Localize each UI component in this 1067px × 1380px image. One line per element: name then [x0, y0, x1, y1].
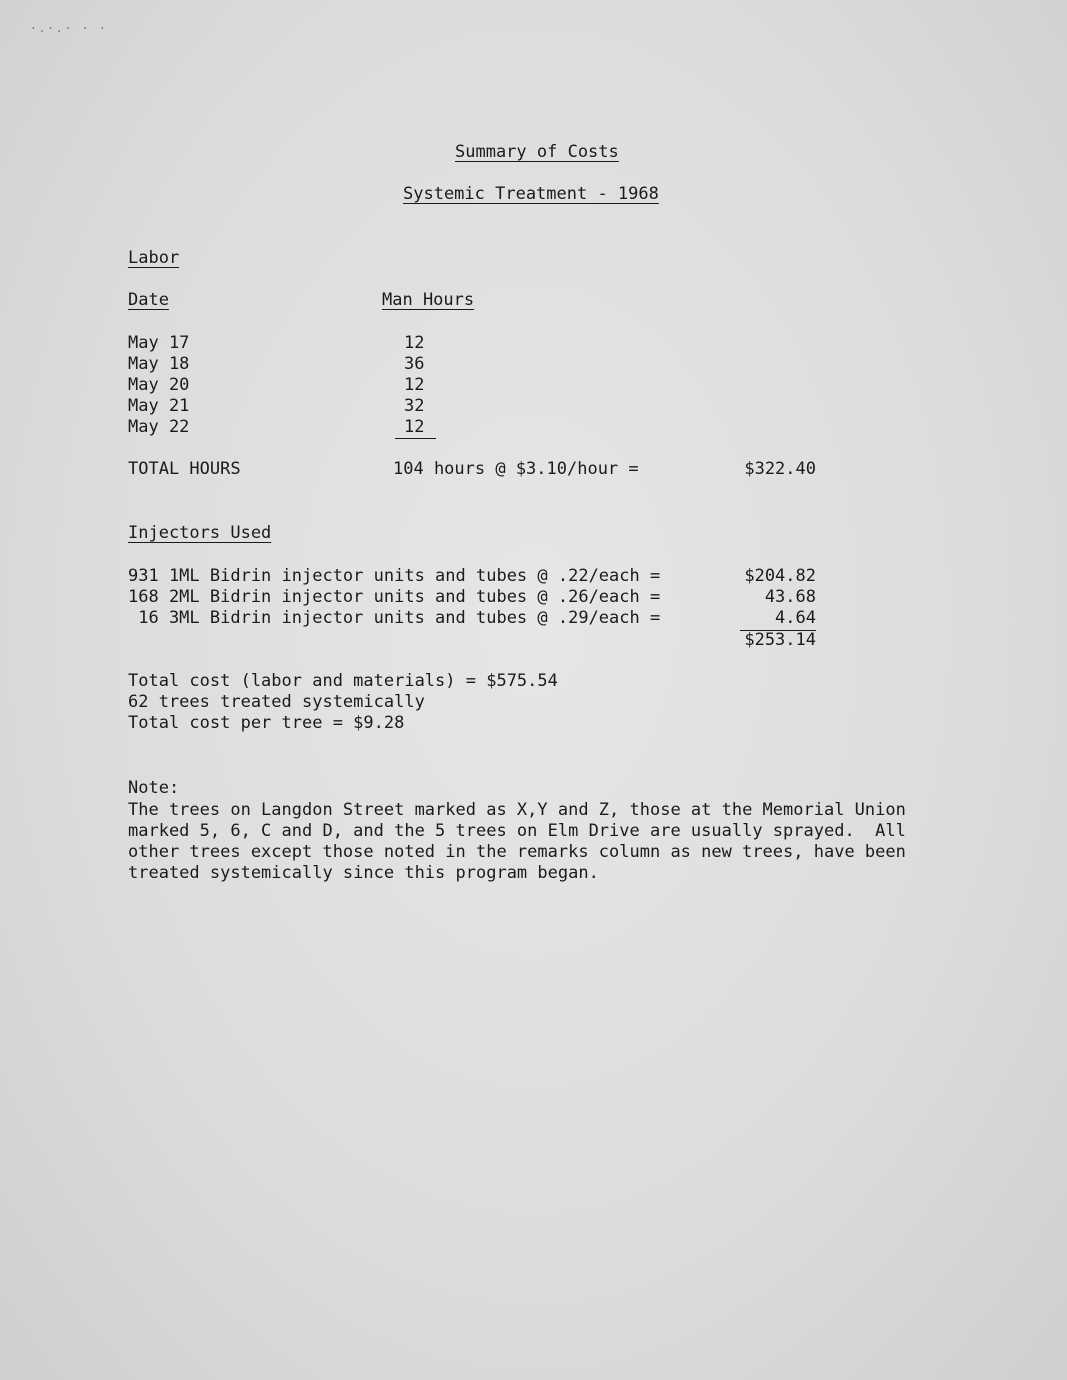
note-line: treated systemically since this program began. — [128, 863, 599, 883]
labor-cost-amount: $322.40 — [744, 459, 816, 479]
injector-line: 931 1ML Bidrin injector units and tubes @ .22/each = — [128, 566, 661, 586]
note-line: The trees on Langdon Street marked as X,Y and Z, those at the Memorial Union — [128, 800, 906, 820]
hours-sum-rule — [395, 438, 436, 439]
labor-date: May 21 — [128, 396, 190, 416]
note-line: other trees except those noted in the remarks column as new trees, have been — [128, 842, 906, 862]
total-hours-calculation: 104 hours @ $3.10/hour = — [393, 459, 639, 479]
cost-per-tree-line: Total cost per tree = $9.28 — [128, 713, 405, 733]
total-hours-label: TOTAL HOURS — [128, 459, 241, 479]
injector-line: 16 3ML Bidrin injector units and tubes @ .29/each = — [128, 608, 661, 628]
injector-line: 168 2ML Bidrin injector units and tubes @ .26/each = — [128, 587, 661, 607]
total-cost-line: Total cost (labor and materials) = $575.54 — [128, 671, 558, 691]
injector-amount: 43.68 — [764, 587, 816, 607]
document-subtitle: Systemic Treatment - 1968 — [403, 184, 659, 204]
injectors-subtotal: $253.14 — [744, 630, 816, 650]
labor-date: May 22 — [128, 417, 190, 437]
man-hours-column-header: Man Hours — [382, 290, 475, 310]
labor-date: May 18 — [128, 354, 190, 374]
trees-treated-line: 62 trees treated systemically — [128, 692, 425, 712]
date-column-header: Date — [128, 290, 169, 310]
injectors-heading: Injectors Used — [128, 523, 272, 543]
labor-hours: 12 — [404, 417, 425, 437]
labor-date: May 17 — [128, 333, 190, 353]
injector-amount: $204.82 — [744, 566, 816, 586]
injector-amount: 4.64 — [775, 608, 816, 628]
labor-hours: 12 — [404, 333, 425, 353]
labor-heading: Labor — [128, 248, 180, 268]
document-title: Summary of Costs — [455, 142, 619, 162]
labor-date: May 20 — [128, 375, 190, 395]
labor-hours: 32 — [404, 396, 425, 416]
note-line: marked 5, 6, C and D, and the 5 trees on Elm Drive are usually sprayed. All — [128, 821, 906, 841]
labor-hours: 36 — [404, 354, 425, 374]
paper-specks: ·.·.· · · — [30, 22, 108, 35]
labor-hours: 12 — [404, 375, 425, 395]
note-label: Note: — [128, 778, 180, 798]
